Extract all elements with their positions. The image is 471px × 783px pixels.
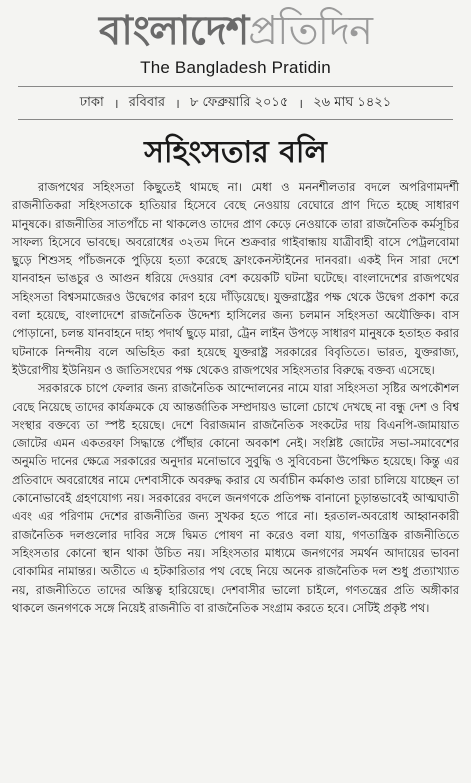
- article-headline: সহিংসতার বলি: [144, 135, 327, 170]
- dateline-separator: ।: [113, 97, 119, 112]
- dateline-separator: ।: [298, 97, 304, 112]
- dateline: [10, 87, 461, 119]
- dateline-separator: ।: [175, 97, 180, 112]
- article-paragraph: সরকারকে চাপে ফেলার জন্য রাজনৈতিক আন্দোলনের নামে যারা সহিংসতা সৃষ্টির অপকৌশল বেছে নিয়েছে তাদের কার্যক্রমকে যে আন্তর্জাতিক সম্প্রদায়ও ভালো চোখে দেখছে না বন্ধু দেশ ও বিশ্ব সংস্থার বক্তব্যে তা স্পষ্ট হয়েছে। দেশে বিরাজমান রাজনৈতিক সংকটের দায় বিএনপি-জামায়াত জোটের এমন একতরফা সিদ্ধান্তে পৌঁছার কোনো অবকাশ নেই। সংশ্লিষ্ট জোটের সভা-সমাবেশের অনুমতি দানের ক্ষেত্রে সরকারের অনুদার মনোভাবে সুবুদ্ধি ও সুবিবেচনা উপেক্ষিত হয়েছে। কিন্তু এর প্রতিবাদে অবরোধের নামে দেশবাসীকে অবরুদ্ধ করার যে অর্বাচীন কর্মকাণ্ড তারা চালিয়ে যাচ্ছেন তা কোনোভাবেই গ্রহণযোগ্য নয়। সরকারের বদলে জনগণকে প্রতিপক্ষ বানানো চূড়ান্তভাবেই আত্মঘাতী এবং এর পরিণাম দেশের রাজনীতির জন্য সুখকর হতে পারে না। হরতাল-অবরোধ আহ্বানকারী রাজনৈতিক দলগুলোর দাবির সঙ্গে দ্বিমত পোষণ না করেও বলা যায়, গণতান্ত্রিক রাজনীতিতে সহিংসতার কোনো স্থান থাকা উচিত নয়। সহিংসতার মাধ্যমে জনগণের সমর্থন আদায়ের ভাবনা বোকামির নামান্তর। অতীতে এ হটকারিতার পথ বেছে নিয়ে অনেক রাজনৈতিক দল শুধু প্রত্যাখ্যাত নয়, রাজনীতিতে তাদের অস্তিত্ব হারিয়েছে। দেশবাসীর ভালো চাইলে, গণতন্ত্রের প্রতি অঙ্গীকার থাকলে জনগণকে সঙ্গে নিয়েই রাজনীতি বা রাজনৈতিক সংগ্রাম করতে হবে। সেটিই প্রকৃষ্ট পথ।: [12, 381, 459, 615]
- dateline-city: ঢাকা: [79, 94, 104, 110]
- article-paragraph: রাজপথের সহিংসতা কিছুতেই থামছে না। মেধা ও মননশীলতার বদলে অপরিণামদর্শী রাজনীতিকরা সহিংসতাকে হাতিয়ার হিসেবে বেছে নেওয়ায় বেঘোরে প্রাণ দিতে হচ্ছে সাধারণ মানুষকে। রাজনীতির সাতপাঁচে না থাকলেও তাদের প্রাণ কেড়ে নেওয়াকে তারা রাজনৈতিক কর্মসূচির সাফল্য হিসেবে ভাবছে। অবরোধের ৩২তম দিনে শুক্রবার গাইবান্ধায় যাত্রীবাহী বাসে পেট্রলবোমা ছুড়ে শিশুসহ পাঁচজনকে পুড়িয়ে হত্যা করেছে ফ্রাংকেনস্টাইনের দানবরা। একই দিন সারা দেশে যানবাহন ভাঙচুর ও আগুন ধরিয়ে দেওয়ার বেশ কয়েকটি ঘটনা ঘটেছে। বাংলাদেশের রাজপথের সহিংসতা বিশ্বসমাজেরও উদ্বেগের কারণ হয়ে দাঁড়িয়েছে। যুক্তরাষ্ট্রের পক্ষ থেকে উদ্বেগ প্রকাশ করে বলা হয়েছে, বাংলাদেশে রাজনৈতিক উদ্দেশ্য হাসিলের জন্য চলমান সহিংসতা অযৌক্তিক। বাস পোড়ানো, চলন্ত যানবাহনে দাহ্য পদার্থ ছুড়ে মারা, ট্রেন লাইন উপড়ে সাধারণ মানুষকে হতাহত করার ঘটনাকে নিন্দনীয় বলে অভিহিত করা হয়েছে যুক্তরাষ্ট্র সরকারের বিবৃতিতে। ভারত, যুক্তরাজ্য, ইউরোপীয় ইউনিয়ন ও জাতিসংঘের পক্ষ থেকেও রাজপথের সহিংসতার বিরুদ্ধে বক্তব্য এসেছে।: [12, 180, 459, 377]
- newspaper-name-english: The Bangladesh Pratidin: [140, 58, 331, 77]
- masthead: [10, 0, 461, 78]
- dateline-day: রবিবার: [128, 94, 165, 110]
- newspaper-logo: [10, 8, 461, 54]
- divider-bottom: [18, 119, 453, 120]
- logo-part-2: প্রতিদিন: [248, 8, 372, 54]
- dateline-date-bengali: ২৬ মাঘ ১৪২১: [313, 94, 392, 110]
- article-body: [12, 178, 459, 617]
- logo-part-1: বাংলাদেশ: [99, 8, 249, 54]
- dateline-date-gregorian: ৮ ফেব্রুয়ারি ২০১৫: [189, 94, 289, 110]
